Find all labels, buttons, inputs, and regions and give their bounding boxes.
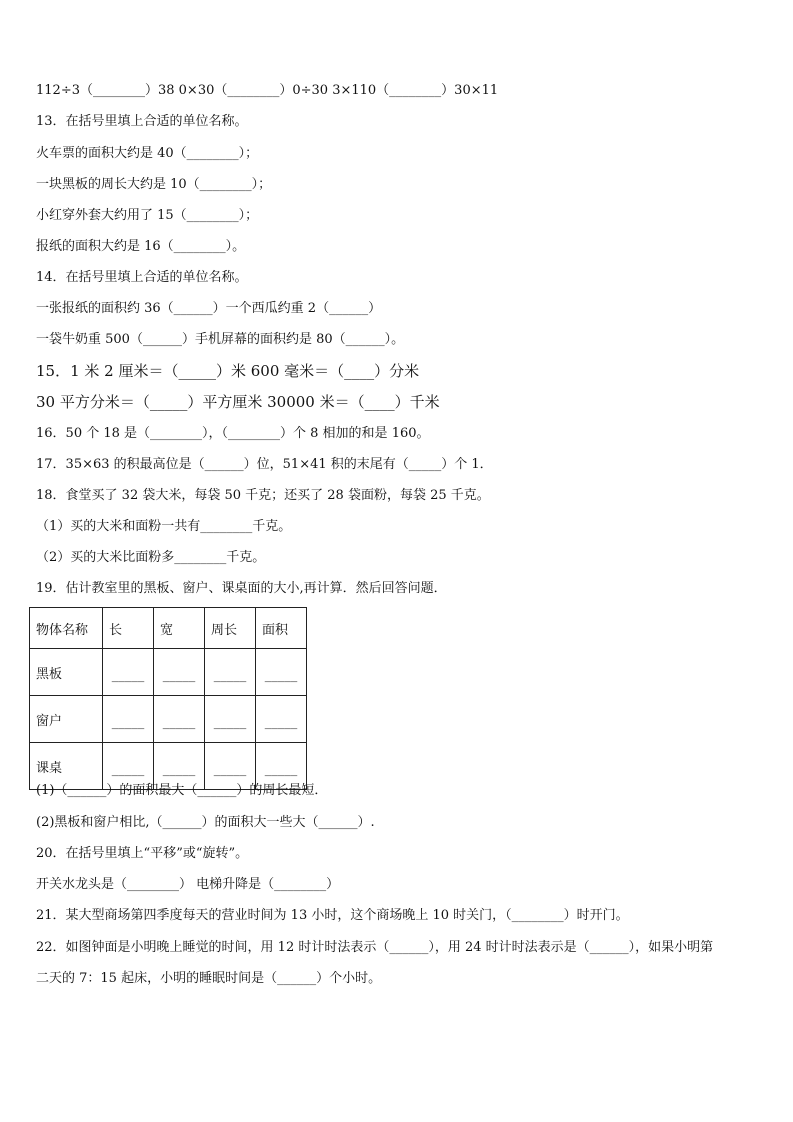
- table-header-cell: 长: [103, 608, 154, 649]
- question-13-item-2: 一块黑板的周长大约是 10（________）；: [36, 177, 272, 192]
- question-13-item-3: 小红穿外套大约用了 15（________）；: [36, 208, 259, 223]
- table-row-label: 课桌: [30, 743, 103, 790]
- question-18-part-2: （2）买的大米比面粉多________千克。: [36, 550, 266, 565]
- table-row-label: 黑板: [30, 649, 103, 696]
- question-19-part-2: (2)黑板和窗户相比,（______）的面积大一些大（______）.: [36, 815, 375, 830]
- question-19-part-1: (1)（______）的面积最大（______）的周长最短．: [36, 783, 328, 798]
- table-blank-cell[interactable]: _____: [205, 649, 256, 696]
- question-19-title: 19．估计教室里的黑板、窗户、课桌面的大小,再计算．然后回答问题．: [36, 581, 447, 596]
- question-20-line: 开关水龙头是（________） 电梯升降是（________）: [36, 877, 340, 892]
- table-row: [30, 649, 307, 696]
- question-line-comparison: 112÷3（________）38 0×30（________）0÷30 3×110（________）30×11: [36, 83, 499, 98]
- table-blank-cell[interactable]: _____: [256, 649, 307, 696]
- question-13-title: 13．在括号里填上合适的单位名称。: [36, 114, 248, 129]
- question-15-line-1: 15．1 米 2 厘米＝（_____）米 600 毫米＝（____）分米: [36, 362, 420, 380]
- question-16: 16．50 个 18 是（________），（________）个 8 相加的和是 160。: [36, 426, 430, 441]
- table-header-cell: 物体名称: [30, 608, 103, 649]
- table-header-cell: 面积: [256, 608, 307, 649]
- table-blank-cell[interactable]: _____: [154, 649, 205, 696]
- table-blank-cell[interactable]: _____: [154, 743, 205, 790]
- question-15-line-2: 30 平方分米＝（_____）平方厘米 30000 米＝（____）千米: [36, 393, 440, 411]
- question-13-item-1: 火车票的面积大约是 40（________）；: [36, 146, 259, 161]
- table-blank-cell[interactable]: _____: [205, 696, 256, 743]
- table-blank-cell[interactable]: _____: [103, 649, 154, 696]
- table-header-cell: 宽: [154, 608, 205, 649]
- table-header-cell: 周长: [205, 608, 256, 649]
- question-22-line-2: 二天的 7：15 起床，小明的睡眠时间是（______）个小时。: [36, 971, 382, 986]
- table-blank-cell[interactable]: _____: [103, 696, 154, 743]
- table-blank-cell[interactable]: _____: [103, 743, 154, 790]
- table-header-row: [30, 608, 307, 649]
- table-blank-cell[interactable]: _____: [256, 696, 307, 743]
- question-18-part-1: （1）买的大米和面粉一共有________千克。: [36, 519, 292, 534]
- question-17: 17．35×63 的积最高位是（______）位，51×41 积的末尾有（_____）个 1．: [36, 457, 493, 472]
- estimate-table: [29, 607, 307, 790]
- question-22-line-1: 22．如图钟面是小明晚上睡觉的时间，用 12 时计时法表示（______），用 24 时计时法表示是（______），如果小明第: [36, 940, 714, 955]
- table-blank-cell[interactable]: _____: [154, 696, 205, 743]
- question-21: 21．某大型商场第四季度每天的营业时间为 13 小时，这个商场晚上 10 时关门，（________）时开门。: [36, 908, 629, 923]
- table-row: [30, 696, 307, 743]
- question-14-title: 14．在括号里填上合适的单位名称。: [36, 270, 248, 285]
- table-row-label: 窗户: [30, 696, 103, 743]
- question-13-item-4: 报纸的面积大约是 16（________）。: [36, 239, 246, 254]
- question-14-line-1: 一张报纸的面积约 36（______）一个西瓜约重 2（______）: [36, 301, 382, 316]
- question-14-line-2: 一袋牛奶重 500（______）手机屏幕的面积约是 80（______）。: [36, 332, 405, 347]
- question-20-title: 20．在括号里填上“平移”或“旋转”。: [36, 846, 249, 861]
- question-18-title: 18．食堂买了 32 袋大米，每袋 50 千克；还买了 28 袋面粉，每袋 25 千克。: [36, 488, 490, 503]
- table-blank-cell[interactable]: _____: [256, 743, 307, 790]
- table-blank-cell[interactable]: _____: [205, 743, 256, 790]
